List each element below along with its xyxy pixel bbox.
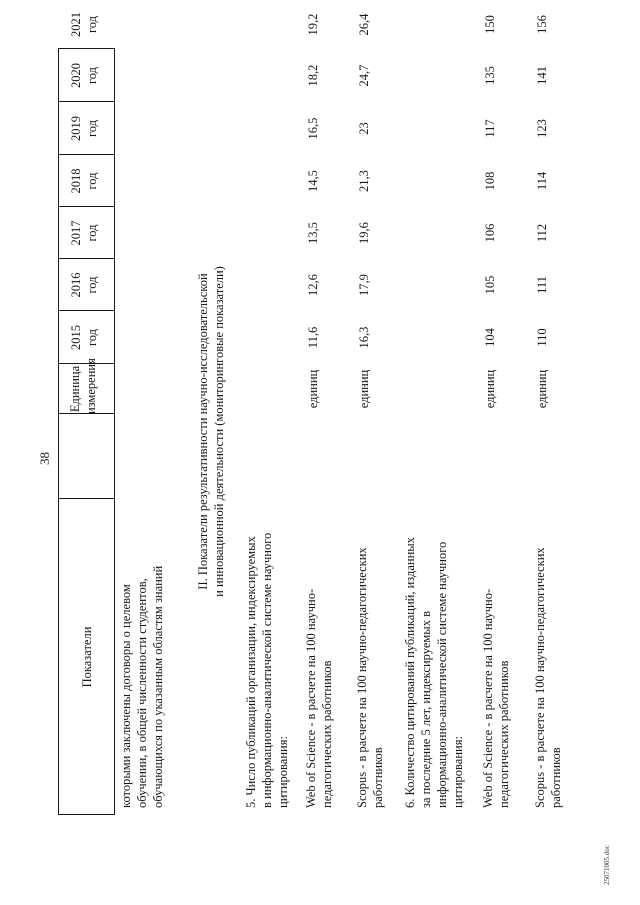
row-wos5-2018: 14,5 [306, 170, 320, 192]
row-wos6-2019: 117 [483, 119, 497, 138]
header-god-2019: год [85, 119, 99, 138]
header-year-2020: 2020 [69, 63, 83, 88]
row-scopus5-2017: 19,6 [357, 222, 371, 244]
header-year-2016: 2016 [69, 272, 83, 298]
row-scopus5-2018: 21,3 [357, 170, 371, 192]
row-wos5-2019: 16,5 [306, 117, 320, 140]
row-wos6-2018: 108 [483, 171, 497, 191]
section-heading-line2: и инновационной деятельности (мониторинговые показатели) [212, 266, 226, 597]
continuation-line: обучении, в общей численности студентов, [135, 578, 149, 808]
header-god-2016: год [85, 276, 99, 294]
header-god-2017: год [85, 224, 99, 242]
header-year-2017: 2017 [69, 220, 83, 246]
row-wos5-2017: 13,5 [306, 222, 320, 244]
row-scopus6-2015: 110 [535, 328, 549, 347]
header-god-2020: год [85, 66, 99, 85]
item5-title: цитирования: [276, 736, 290, 808]
row-wos6-2017: 106 [483, 223, 497, 243]
header-year-2021: 2021 [69, 12, 83, 37]
row-scopus6-label: работников [549, 747, 563, 808]
row-wos5-2015: 11,6 [306, 326, 320, 349]
header-god-2021: год [85, 15, 99, 34]
header-year-2015: 2015 [69, 325, 83, 350]
row-scopus6-2016: 111 [535, 276, 549, 294]
row-wos6-label: педагогических работников [497, 660, 511, 808]
row-wos5-label: педагогических работников [320, 660, 334, 808]
row-wos5-2020: 18,2 [306, 64, 320, 87]
row-scopus6-2020: 141 [535, 66, 549, 85]
row-wos6-2016: 105 [483, 275, 497, 295]
row-wos5-2021: 19,2 [306, 13, 320, 36]
header-god-2018: год [85, 172, 99, 190]
row-scopus5-2021: 26,4 [357, 13, 371, 36]
row-scopus5-label: Scopus - в расчете на 100 научно-педагогических [355, 547, 369, 808]
row-wos6-label: Web of Science - в расчете на 100 научно- [481, 588, 495, 808]
row-wos6-unit: единиц [483, 369, 497, 409]
header-god-2015: год [85, 328, 99, 347]
item6-title: цитирования: [451, 736, 465, 808]
header-unit-line2: измерения [84, 358, 98, 414]
header-indicator: Показатели [80, 626, 94, 688]
row-scopus6-unit: единиц [535, 369, 549, 409]
row-wos6-2015: 104 [483, 328, 497, 347]
item6-title: информационно-аналитической системе научного [435, 541, 449, 808]
row-wos5-2016: 12,6 [306, 274, 320, 296]
header-year-2018: 2018 [69, 168, 83, 194]
section-heading-line1: II. Показатели результативности научно-исследовательской [196, 273, 210, 590]
header-unit-line1: Единица [68, 365, 82, 413]
page-number: 38 [37, 452, 52, 465]
row-scopus5-2016: 17,9 [357, 274, 371, 296]
row-scopus5-unit: единиц [357, 369, 371, 409]
row-scopus5-2019: 23 [357, 122, 371, 135]
header-year-2019: 2019 [69, 116, 83, 141]
row-scopus6-2021: 156 [535, 15, 549, 34]
continuation-line: которыми заключены договоры о целевом [119, 584, 133, 808]
row-scopus5-2020: 24,7 [357, 64, 371, 87]
row-wos5-label: Web of Science - в расчете на 100 научно- [304, 588, 318, 808]
table-top-border [58, 48, 59, 815]
row-wos6-2020: 135 [483, 66, 497, 85]
row-scopus5-2015: 16,3 [357, 326, 371, 349]
row-scopus6-2018: 114 [535, 171, 549, 191]
row-wos6-2021: 150 [483, 15, 497, 34]
row-scopus6-2019: 123 [535, 119, 549, 138]
item6-title: 6. Количество цитирований публикаций, изданных [403, 537, 417, 808]
footer-doc-code: 25071005.doc [603, 845, 611, 885]
continuation-line: обучающихся по указанным областям знаний [151, 565, 165, 808]
row-scopus6-2017: 112 [535, 223, 549, 243]
item5-title: 5. Число публикаций организации, индексируемых [244, 536, 258, 808]
row-scopus6-label: Scopus - в расчете на 100 научно-педагогических [533, 547, 547, 808]
item6-title: за последние 5 лет, индексируемых в [419, 611, 433, 808]
header-bottom-border [114, 48, 115, 815]
item5-title: в информационно-аналитической системе научного [260, 532, 274, 808]
row-scopus5-label: работников [371, 747, 385, 808]
row-wos5-unit: единиц [306, 369, 320, 409]
